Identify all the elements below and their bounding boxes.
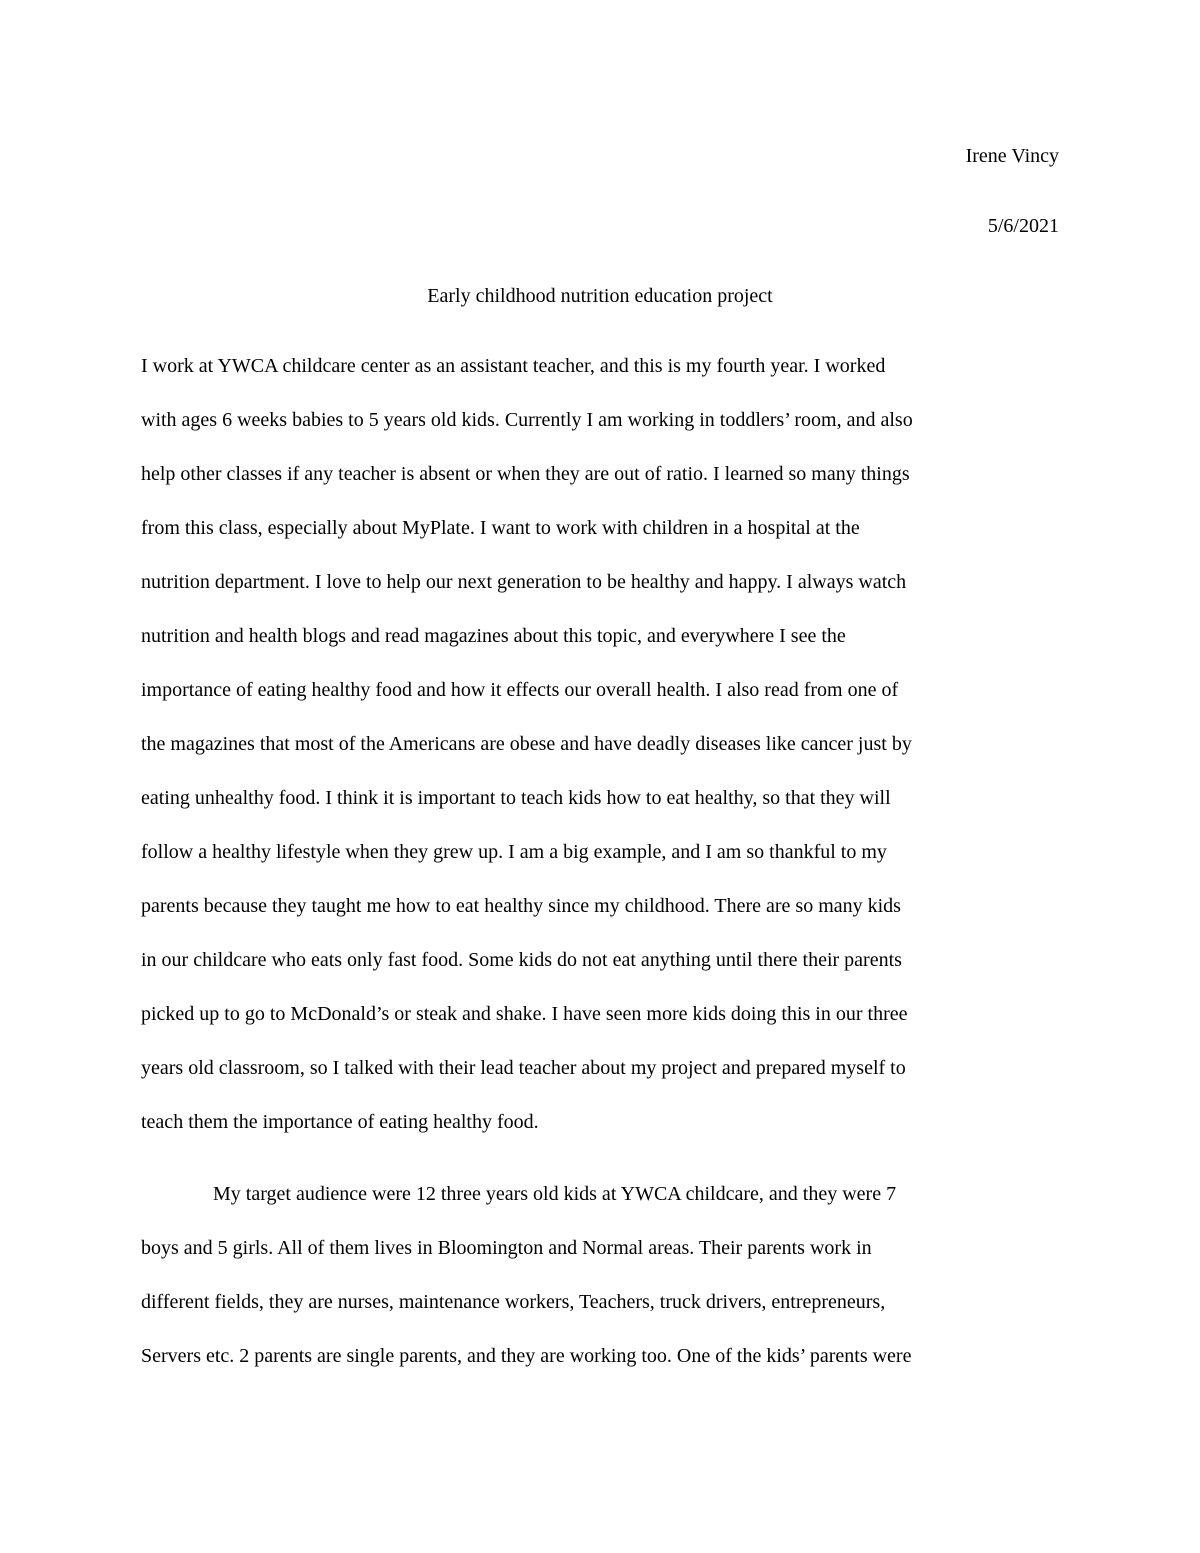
paragraph-line: in our childcare who eats only fast food. Some kids do not eat anything until there their parents	[141, 949, 902, 971]
paragraph-line: boys and 5 girls. All of them lives in Bloomington and Normal areas. Their parents work in	[141, 1237, 872, 1259]
paragraph-line: nutrition and health blogs and read magazines about this topic, and everywhere I see the	[141, 625, 846, 647]
paragraph-line: follow a healthy lifestyle when they grew up. I am a big example, and I am so thankful to my	[141, 841, 887, 863]
paragraph-line: picked up to go to McDonald’s or steak and shake. I have seen more kids doing this in our three	[141, 1003, 908, 1025]
paragraph-line: the magazines that most of the Americans are obese and have deadly diseases like cancer just by	[141, 733, 912, 755]
paragraph-line: My target audience were 12 three years old kids at YWCA childcare, and they were 7	[213, 1183, 897, 1205]
paragraph-line: different fields, they are nurses, maintenance workers, Teachers, truck drivers, entrepreneurs,	[141, 1291, 886, 1313]
paragraph-line: with ages 6 weeks babies to 5 years old kids. Currently I am working in toddlers’ room, and also	[141, 409, 913, 431]
document-title: Early childhood nutrition education project	[427, 285, 773, 307]
paragraph-line: from this class, especially about MyPlate. I want to work with children in a hospital at the	[141, 517, 860, 539]
paragraph-line: Servers etc. 2 parents are single parents, and they are working too. One of the kids’ parents were	[141, 1345, 912, 1367]
author-name: Irene Vincy	[965, 145, 1059, 167]
document-date: 5/6/2021	[987, 215, 1059, 237]
paragraph-line: I work at YWCA childcare center as an assistant teacher, and this is my fourth year. I worked	[141, 355, 886, 377]
paragraph-line: parents because they taught me how to eat healthy since my childhood. There are so many kids	[141, 895, 901, 917]
paragraph-line: help other classes if any teacher is absent or when they are out of ratio. I learned so many things	[141, 463, 910, 485]
paragraph-line: importance of eating healthy food and how it effects our overall health. I also read from one of	[141, 679, 899, 701]
paragraph-line: nutrition department. I love to help our next generation to be healthy and happy. I always watch	[141, 571, 907, 593]
paragraph-line: eating unhealthy food. I think it is important to teach kids how to eat healthy, so that they will	[141, 787, 891, 809]
paragraph-line: years old classroom, so I talked with their lead teacher about my project and prepared myself to	[141, 1057, 906, 1079]
paragraph-line: teach them the importance of eating healthy food.	[141, 1111, 539, 1133]
